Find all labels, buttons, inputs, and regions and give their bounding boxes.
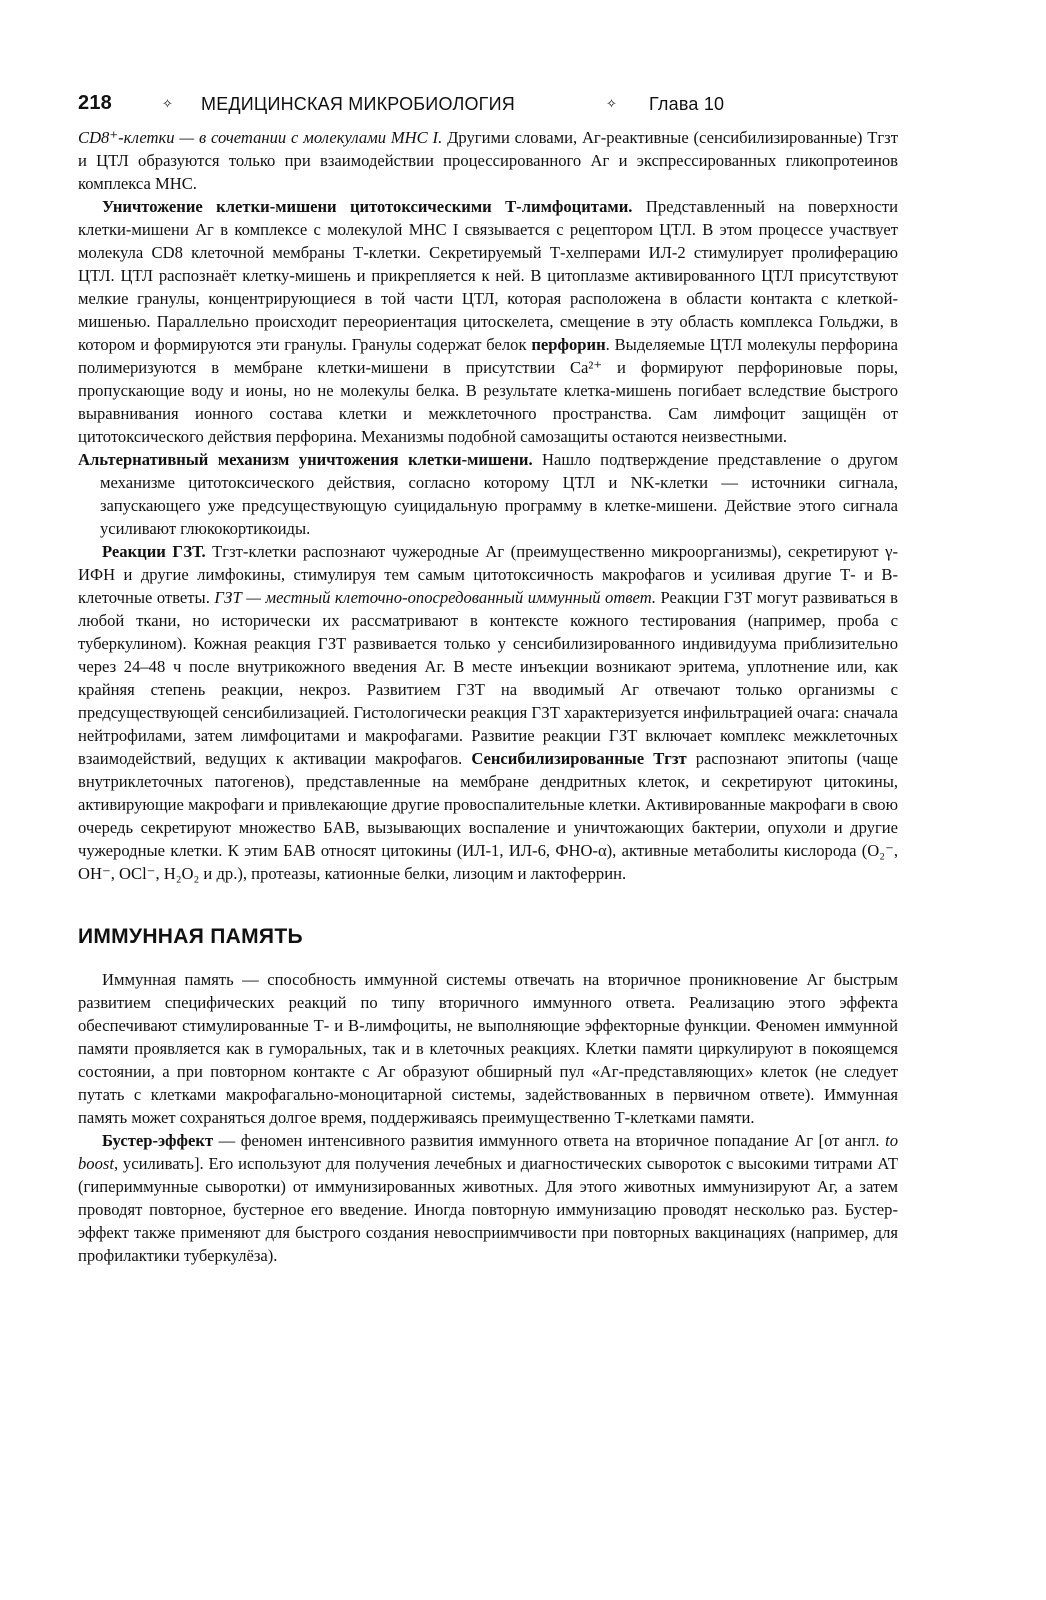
paragraph-text: Представленный на поверхности клетки-мишени Аг в комплексе с молекулой МНС I связывается с рецептором ЦТЛ. В этом процессе участвует молекула CD8 клеточной мембраны Т-клетки. Секретируемый Т-хелперами ИЛ-2 стимулирует пролиферацию ЦТЛ. ЦТЛ распознаёт клетку-мишень и прикрепляется к ней. В цитоплазме активированного ЦТЛ присутствуют мелкие гранулы, концентрирующиеся в той части ЦТЛ, которая расположена в области контакта с клеткой-мишенью. Параллельно происходит переориентация цитоскелета, смещение в эту область комплекса Гольджи, в котором и формируются эти гранулы. Гранулы содержат белок <box>78 197 898 354</box>
book-title: МЕДИЦИНСКАЯ МИКРОБИОЛОГИЯ <box>201 94 515 114</box>
italic-phrase: ГЗТ — местный клеточно-опосредованный иммунный ответ. <box>214 588 657 607</box>
paragraph-text: — феномен интенсивного развития иммунного ответа на вторичное попадание Аг [от англ. <box>213 1131 886 1150</box>
paragraph-alternative-mechanism <box>78 448 898 540</box>
paragraph-text: Тгзт-клетки распознают чужеродные Аг (преимущественно микроорганизмы), секретируют γ-ИФН и другие лимфокины, стимулируя тем самым цитотоксичность макрофагов и усиливая другие Т- и В-клеточные ответы. <box>78 542 898 607</box>
diamond-separator-icon: ✧ <box>162 96 174 111</box>
chapter-label: Глава 10 <box>649 94 725 114</box>
section-heading: ИММУННАЯ ПАМЯТЬ <box>78 925 303 948</box>
paragraph-booster-effect <box>78 1129 898 1267</box>
paragraph-text: . Выделяемые ЦТЛ молекулы перфорина полимеризуются в мембране клетки-мишени в присутствии Ca²⁺ и формируют перфориновые поры, пропускающие воду и ионы, но не молекулы белка. В результате клетка-мишень погибает вследствие быстрого выравнивания ионного состава клетки и межклеточного пространства. Сам лимфоцит защищён от цитотоксического действия перфорина. Механизмы подобной самозащиты остаются неизвестными. <box>78 335 898 446</box>
paragraph-text: Реакции ГЗТ могут развиваться в любой ткани, но исторически их рассматривают в контексте кожного тестирования (например, проба с туберкулином). Кожная реакция ГЗТ развивается только у сенсибилизированного индивидуума приблизительно через 24–48 ч после внутрикожного введения Аг. В месте инъекции возникают эритема, уплотнение или, как крайняя степень реакции, некроз. Развитием ГЗТ на вводимый Аг отвечают только организмы с предсуществующей сенсибилизацией. Гистологически реакция ГЗТ характеризуется инфильтрацией очага: сначала нейтрофилами, затем лимфоцитами и макрофагами. Развитие реакции ГЗТ включает комплекс межклеточных взаимодействий, ведущих к активации макрофагов. <box>78 588 898 768</box>
paragraph-text: Другими словами, Аг-реактивные (сенсибилизированные) Тгзт и ЦТЛ образуются только при взаимодействии процессированного Аг и экспрессированных гликопротеинов комплекса МНС. <box>78 128 898 193</box>
paragraph-ctl-destruction <box>78 195 898 448</box>
paragraph-immune-memory <box>78 968 898 1129</box>
paragraph-cd8-continuation <box>78 126 898 195</box>
paragraph-text: Нашло подтверждение представление о другом механизме цитотоксического действия, согласно которому ЦТЛ и NK-клетки — источники сигнала, запускающего уже предсуществующую суицидальную программу в клетке-мишени. Действие этого сигнала усиливают глюкокортикоиды. <box>100 450 898 538</box>
paragraph-text: Иммунная память — способность иммунной системы отвечать на вторичное проникновение Аг быстрым развитием специфических реакций по типу вторичного иммунного ответа. Реализацию этого эффекта обеспечивают стимулированные Т- и В-лимфоциты, не выполняющие эффекторные функции. Феномен иммунной памяти проявляется как в гуморальных, так и в клеточных реакциях. Клетки памяти циркулируют в покоящемся состоянии, а при повторном контакте с Аг образуют обширный пул «Аг-представляющих» клеток (не следует путать с клетками макрофагально-моноцитарной системы, задействованных в первичном ответе). Иммунная память может сохраняться долгое время, поддерживаясь преимущественно Т-клетками памяти. <box>78 970 898 1127</box>
run-in-heading: Уничтожение клетки-мишени цитотоксическими Т-лимфоцитами. <box>102 197 633 216</box>
bold-term: перфорин <box>531 335 606 354</box>
run-in-heading: Реакции ГЗТ. <box>102 542 206 561</box>
italic-phrase: CD8⁺-клетки — в сочетании с молекулами МНС I. <box>78 128 443 147</box>
paragraph-dth-reactions <box>78 540 898 885</box>
italic-phrase: to boost <box>78 1131 898 1173</box>
run-in-heading: Альтернативный механизм уничтожения клетки-мишени. <box>78 450 533 469</box>
page-number: 218 <box>78 92 112 114</box>
bold-term: Сенсибилизированные Тгзт <box>471 749 687 768</box>
diamond-separator-icon: ✧ <box>606 96 618 111</box>
paragraph-text: , усиливать]. Его используют для получения лечебных и диагностических сывороток с высокими титрами АТ (гипериммунные сыворотки) от иммунизированных животных. Для этого животных иммунизируют Аг, а затем проводят повторное, бустерное его введение. Иногда повторную иммунизацию проводят несколько раз. Бустер-эффект также применяют для быстрого создания невосприимчивости при повторных вакцинациях (например, для профилактики туберкулёза). <box>78 1154 898 1265</box>
paragraph-text: распознают эпитопы (чаще внутриклеточных патогенов), представленные на мембране дендритных клеток, и секретируют цитокины, активирующие макрофаги и привлекающие другие провоспалительные клетки. Активированные макрофаги в свою очередь секретируют множество БАВ, вызывающих воспаление и уничтожающих бактерии, опухоли и другие чужеродные клетки. К этим БАВ относят цитокины (ИЛ-1, ИЛ-6, ФНО-α), активные метаболиты кислорода (O₂⁻, OH⁻, OCl⁻, H₂O₂ и др.), протеазы, катионные белки, лизоцим и лактоферрин. <box>78 749 899 883</box>
run-in-heading: Бустер-эффект <box>102 1131 214 1150</box>
running-header <box>78 92 898 126</box>
book-page <box>78 92 898 1267</box>
